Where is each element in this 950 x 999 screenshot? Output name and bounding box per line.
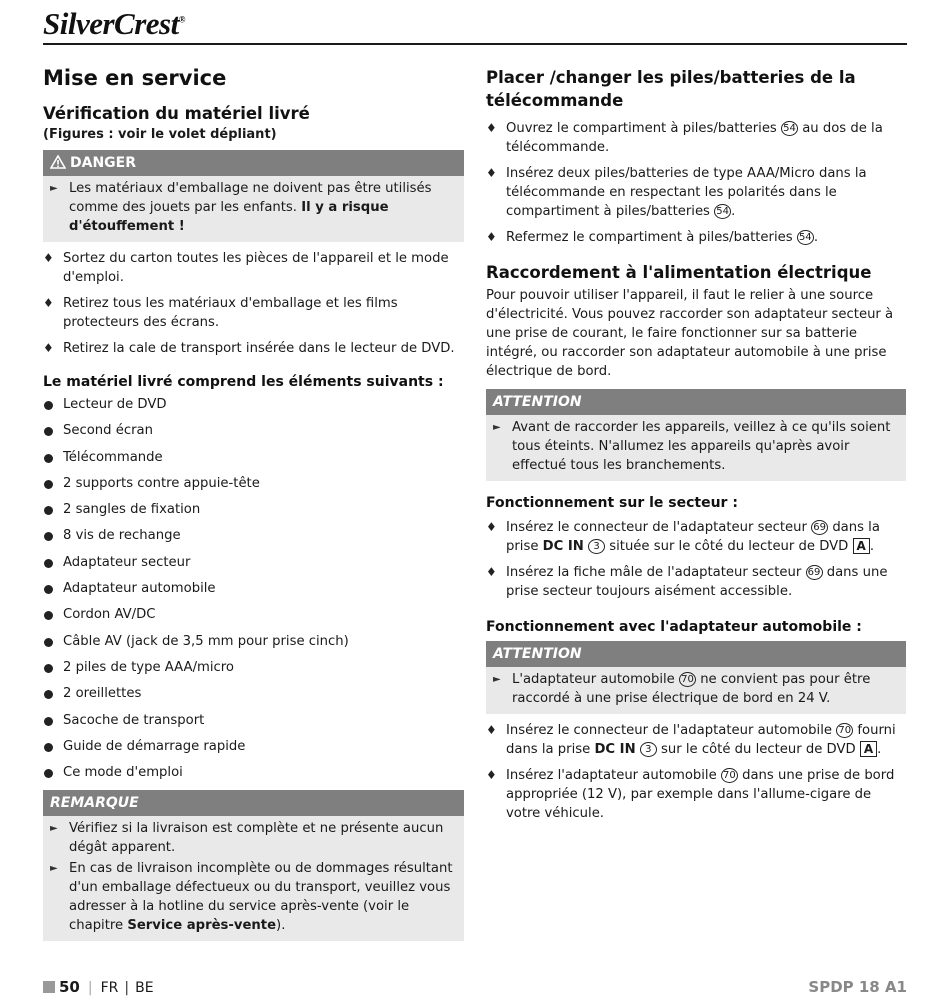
attention-header: ATTENTION (486, 641, 906, 667)
list-item: Sacoche de transport (43, 711, 464, 730)
list-item: 2 sangles de fixation (43, 500, 464, 519)
attention-box (486, 641, 906, 714)
danger-text: ► Les matériaux d'emballage ne doivent pas être utilisés comme des jouets par les enfants. Il y a risque d'étouffement ! (50, 179, 457, 236)
list-item: 2 piles de type AAA/micro (43, 658, 464, 677)
ref-number: 54 (714, 204, 731, 219)
list-item: ♦ Insérez la fiche mâle de l'adaptateur secteur 69 dans une prise secteur toujours aisément accessible. (486, 563, 906, 601)
warning-triangle-icon (50, 155, 66, 175)
list-item: Télécommande (43, 448, 464, 467)
attention-box (486, 389, 906, 481)
list-item: ♦ Ouvrez le compartiment à piles/batteries 54 au dos de la télécommande. (486, 119, 906, 157)
attention-text: ► Avant de raccorder les appareils, veillez à ce qu'ils soient tous éteints. N'allumez les appareils qu'après avoir effectué tous les branchements. (493, 418, 899, 475)
list-item: Second écran (43, 421, 464, 440)
battery-title: Placer /changer les piles/batteries de la télécommande (486, 68, 856, 110)
ref-number: 3 (588, 539, 605, 554)
list-item: ♦ Retirez tous les matériaux d'emballage et les films protecteurs des écrans. (43, 294, 464, 332)
page-number: 50 (59, 978, 80, 996)
list-item: 8 vis de rechange (43, 526, 464, 545)
contents-title: Le matériel livré comprend les éléments suivants : (43, 374, 444, 390)
list-item: ♦ Insérez le connecteur de l'adaptateur secteur 69 dans la prise DC IN 3 située sur le côté du lecteur de DVD A . (486, 518, 906, 556)
list-item: Cordon AV/DC (43, 605, 464, 624)
list-item: 2 oreillettes (43, 684, 464, 703)
ref-number: 70 (679, 672, 696, 687)
remarque-item: ► Vérifiez si la livraison est complète et ne présente aucun dégât apparent. (50, 819, 457, 857)
danger-box (43, 150, 464, 242)
ref-number: 69 (811, 520, 828, 535)
list-item: Adaptateur secteur (43, 553, 464, 572)
page-footer: 50 | FR | BE SPDP 18 A1 (43, 978, 907, 998)
device-label: A (853, 538, 870, 554)
remarque-box (43, 790, 464, 941)
verification-subtitle: (Figures : voir le volet dépliant) (43, 127, 277, 142)
device-label: A (860, 741, 877, 757)
language-fr: FR (100, 980, 119, 996)
list-item: Câble AV (jack de 3,5 mm pour prise cinch) (43, 632, 464, 651)
ref-number: 54 (781, 121, 798, 136)
list-item: ♦ Insérez deux piles/batteries de type AAA/Micro dans la télécommande en respectant les polarités dans le compartiment à piles/batteries 54 . (486, 164, 906, 221)
verification-title: Vérification du matériel livré (43, 104, 310, 123)
list-item: ♦ Retirez la cale de transport insérée dans le lecteur de DVD. (43, 339, 464, 358)
list-item: Adaptateur automobile (43, 579, 464, 598)
attention-text: ► L'adaptateur automobile 70 ne convient pas pour être raccordé à une prise électrique de bord en 24 V. (493, 670, 899, 708)
remarque-header: REMARQUE (43, 790, 464, 816)
ref-number: 3 (640, 742, 657, 757)
list-item: Ce mode d'emploi (43, 763, 464, 782)
section-title: Mise en service (43, 66, 227, 90)
power-title: Raccordement à l'alimentation électrique (486, 263, 872, 282)
header-rule (43, 43, 907, 45)
list-item: ♦ Sortez du carton toutes les pièces de l'appareil et le mode d'emploi. (43, 249, 464, 287)
footer-square-icon (43, 981, 55, 993)
ref-number: 70 (721, 768, 738, 783)
list-item: ♦ Insérez le connecteur de l'adaptateur automobile 70 fourni dans la prise DC IN 3 sur le côté du lecteur de DVD A . (486, 721, 906, 759)
ref-number: 69 (806, 565, 823, 580)
ref-number: 54 (797, 230, 814, 245)
model-number: SPDP 18 A1 (808, 978, 907, 996)
remarque-item: ► En cas de livraison incomplète ou de dommages résultant d'un emballage défectueux ou du transport, veuillez vous adresser à la hotline du service après-vente (voir le chapitre Service après-vente). (50, 859, 457, 935)
list-item: Guide de démarrage rapide (43, 737, 464, 756)
list-item: Lecteur de DVD (43, 395, 464, 414)
mains-title: Fonctionnement sur le secteur : (486, 495, 738, 511)
right-column (486, 66, 906, 830)
list-item: ♦ Refermez le compartiment à piles/batteries 54 . (486, 228, 906, 247)
language-be: BE (135, 980, 154, 996)
attention-header: ATTENTION (486, 389, 906, 415)
list-item: 2 supports contre appuie-tête (43, 474, 464, 493)
ref-number: 70 (836, 723, 853, 738)
list-item: ♦ Insérez l'adaptateur automobile 70 dans une prise de bord appropriée (12 V), par exemple dans l'allume-cigare de votre véhicule. (486, 766, 906, 823)
car-title: Fonctionnement avec l'adaptateur automobile : (486, 619, 862, 635)
left-column (43, 60, 464, 945)
brand-logo: SilverCrest® (43, 6, 185, 41)
danger-header: DANGER (43, 150, 464, 176)
power-text: Pour pouvoir utiliser l'appareil, il faut le relier à une source d'électricité. Vous pouvez raccorder son adaptateur secteur à une prise de courant, le faire fonctionner sur sa batterie intégré, ou raccorder son adaptateur automobile à une prise électrique de bord. (486, 288, 894, 379)
